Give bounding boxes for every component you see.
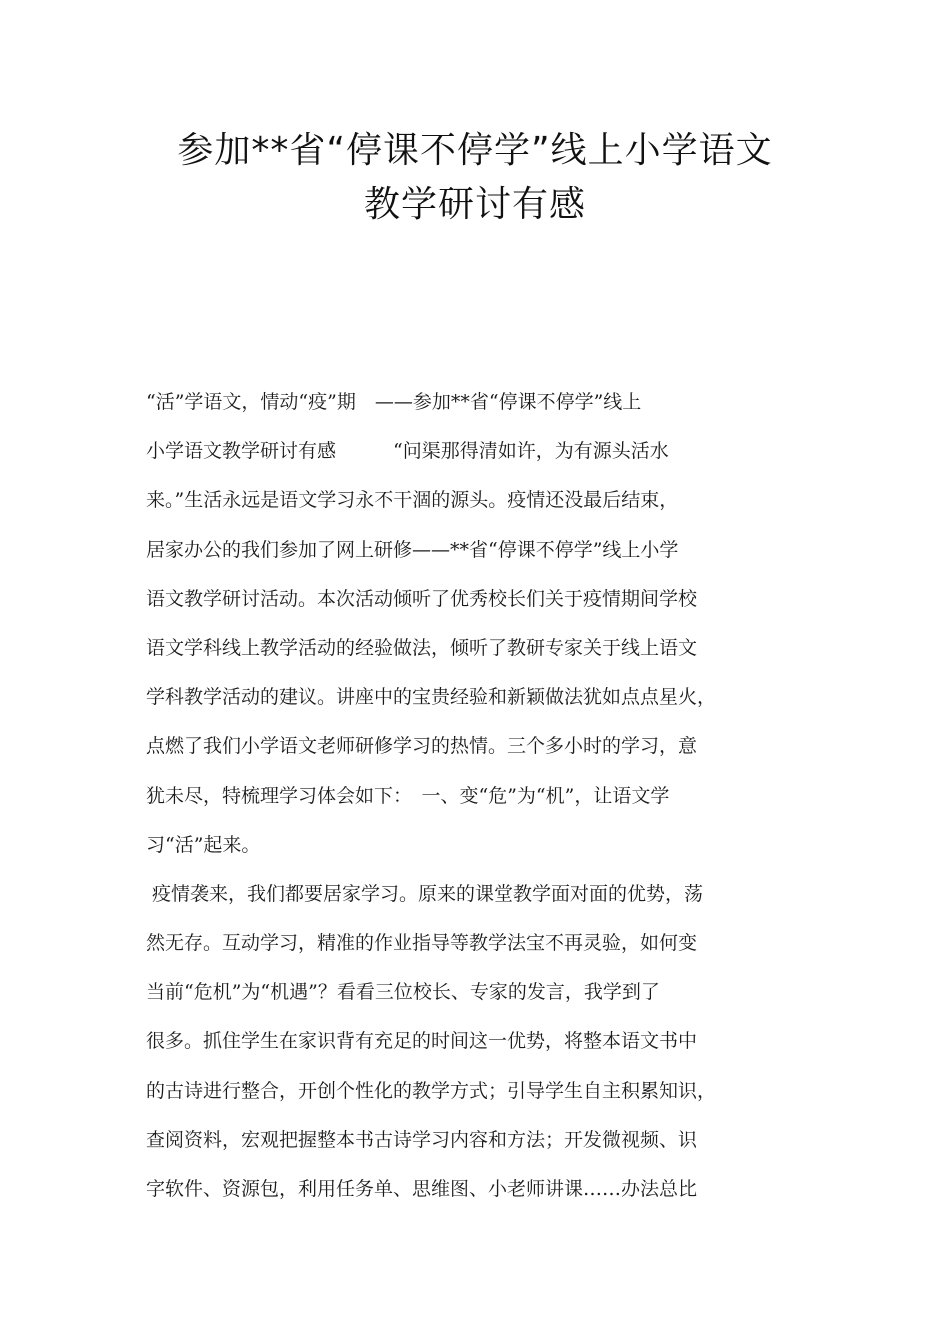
title-line-1: 参加**省“停课不停学”线上小学语文 xyxy=(177,130,773,171)
body-line: 当前“危机”为“机遇”？看看三位校长、专家的发言，我学到了 xyxy=(146,981,660,1004)
body-line: 居家办公的我们参加了网上研修——**省“停课不停学”线上小学 xyxy=(146,538,679,561)
body-line: 然无存。互动学习，精准的作业指导等教学法宝不再灵验，如何变 xyxy=(146,932,698,955)
body-line: 查阅资料，宏观把握整本书古诗学习内容和方法；开发微视频、识 xyxy=(146,1128,698,1151)
document-title xyxy=(0,124,950,232)
body-line: 疫情袭来，我们都要居家学习。原来的课堂教学面对面的优势，荡 xyxy=(146,882,704,905)
body-line: 点燃了我们小学语文老师研修学习的热情。三个多小时的学习，意 xyxy=(146,735,698,758)
body-line: 来。”生活永远是语文学习永不干涸的源头。疫情还没最后结束， xyxy=(146,489,679,512)
body-line: “活”学语文，情动“疫”期 ——参加**省“停课不停学”线上 xyxy=(146,391,642,413)
body-line: 的古诗进行整合，开创个性化的教学方式；引导学生自主积累知识， xyxy=(146,1079,717,1102)
body-line: 犹未尽，特梳理学习体会如下： 一、变“危”为“机”，让语文学 xyxy=(146,784,670,807)
body-line: 语文教学研讨活动。本次活动倾听了优秀校长们关于疫情期间学校 xyxy=(146,587,698,610)
body-line: 学科教学活动的建议。讲座中的宝贵经验和新颖做法犹如点点星火， xyxy=(146,686,717,709)
body-line: 语文学科线上教学活动的经验做法，倾听了教研专家关于线上语文 xyxy=(146,636,698,659)
body-line: 字软件、资源包，利用任务单、思维图、小老师讲课……办法总比 xyxy=(146,1178,698,1200)
title-line-2: 教学研讨有感 xyxy=(363,184,586,225)
body-line: 小学语文教学研讨有感 “问渠那得清如许，为有源头活水 xyxy=(146,440,669,463)
body-line: 很多。抓住学生在家识背有充足的时间这一优势，将整本语文书中 xyxy=(146,1030,698,1053)
body-line: 习“活”起来。 xyxy=(146,833,261,856)
document-body xyxy=(146,378,826,1214)
